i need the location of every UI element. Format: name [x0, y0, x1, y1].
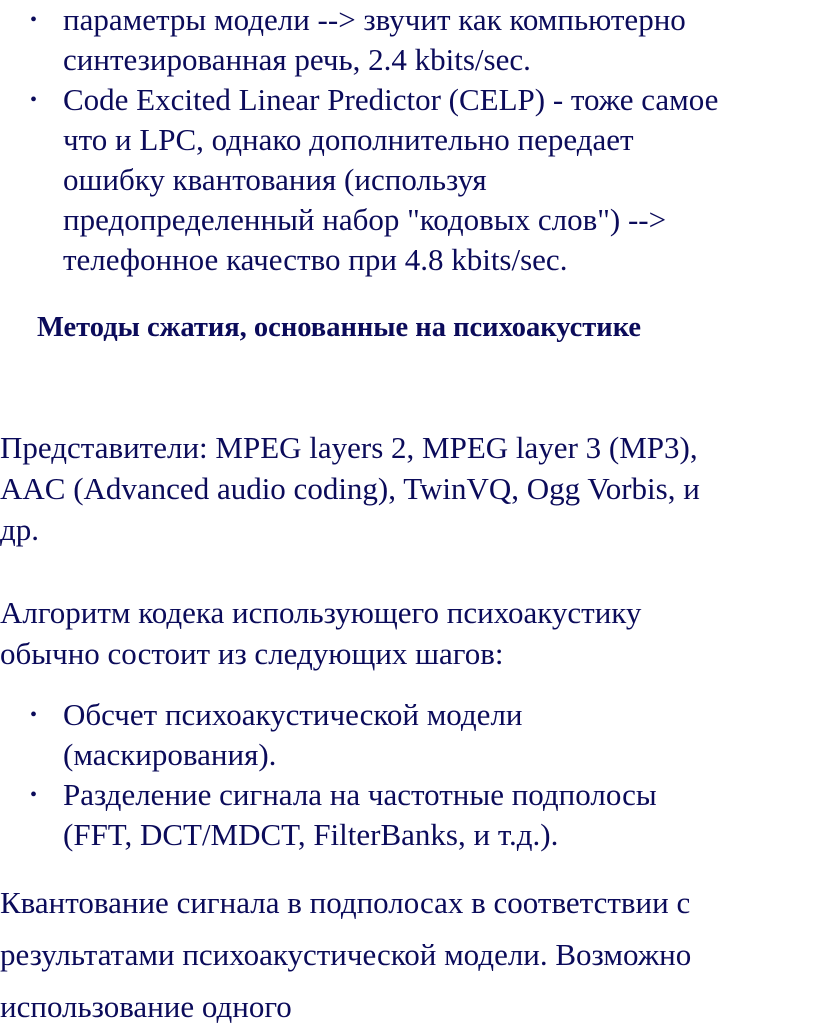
codec-methods-list [0, 0, 800, 280]
algorithm-paragraph [0, 592, 810, 674]
list-item-line: что и LPC, однако дополнительно передает [63, 122, 634, 157]
quantization-paragraph [0, 877, 810, 1033]
paragraph-line: Представители: MPEG layers 2, MPEG layer 3 (MP3), [0, 430, 698, 465]
list-item [0, 80, 800, 280]
paragraph-line: результатами психоакустической модели. Возможно [0, 937, 692, 972]
list-item-line: (маскирования). [63, 737, 277, 772]
paragraph-line: Квантование сигнала в подполосах в соответствии с [0, 885, 691, 920]
bullet-icon: • [30, 89, 38, 111]
bullet-icon: • [30, 704, 38, 726]
list-item-line: синтезированная речь, 2.4 kbits/sec. [63, 42, 531, 77]
paragraph-line: Алгоритм кодека использующего психоакустику [0, 595, 642, 630]
paragraph-line: др. [0, 512, 40, 547]
list-item-line: Разделение сигнала на частотные подполосы [63, 777, 657, 812]
list-item-line: Обсчет психоакустической модели [63, 697, 523, 732]
list-item-line: (FFT, DCT/MDCT, FilterBanks, и т.д.). [63, 817, 559, 852]
paragraph-line: обычно состоит из следующих шагов: [0, 636, 504, 671]
list-item-line: параметры модели --> звучит как компьютерно [63, 2, 686, 37]
list-item-line: ошибку квантования (используя [63, 162, 487, 197]
bullet-icon: • [30, 784, 38, 806]
paragraph-line: AAC (Advanced audio coding), TwinVQ, Ogg Vorbis, и [0, 471, 700, 506]
section-heading: Методы сжатия, основанные на психоакустике [37, 312, 642, 343]
list-item [0, 0, 800, 80]
paragraph-line: использование одного [0, 989, 292, 1024]
bullet-icon: • [30, 9, 38, 31]
list-item-line: телефонное качество при 4.8 kbits/sec. [63, 242, 568, 277]
list-item [0, 775, 800, 855]
representatives-paragraph [0, 427, 810, 550]
list-item [0, 695, 800, 775]
list-item-line: предопределенный набор "кодовых слов") --> [63, 202, 667, 237]
list-item-line: Code Excited Linear Predictor (CELP) - тоже самое [63, 82, 719, 117]
algorithm-steps-list [0, 695, 800, 855]
